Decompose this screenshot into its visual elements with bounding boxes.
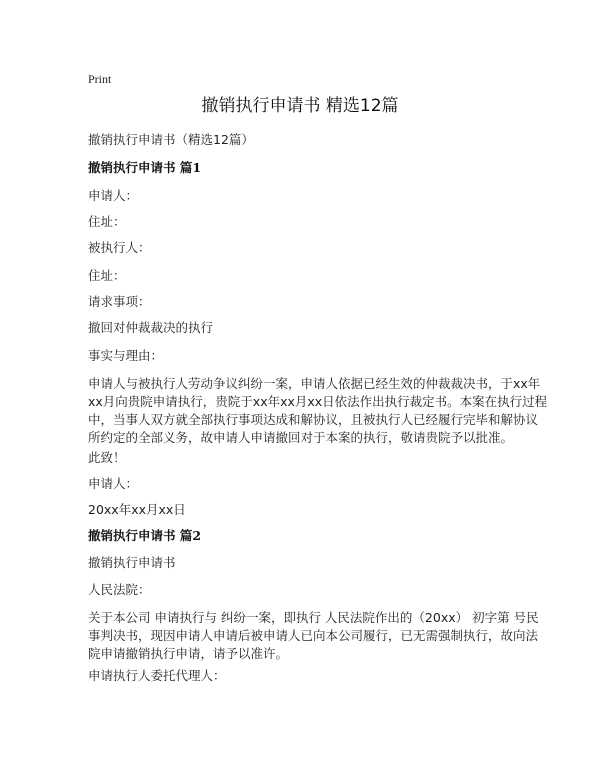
paragraph-line: 申请人与被执行人劳动争议纠纷一案，申请人依据已经生效的仲裁裁决书，于xx年 <box>88 376 541 391</box>
document-subtitle: 撤销执行申请书（精选12篇） <box>88 132 254 147</box>
address-label: 住址： <box>88 214 126 229</box>
respondent-label: 被执行人： <box>88 240 151 255</box>
section-heading-2: 撤销执行申请书 篇2 <box>88 528 202 543</box>
paragraph-line: 院申请撤销执行申请，请予以准许。 <box>88 646 289 661</box>
signature-label: 申请人： <box>88 476 139 491</box>
paragraph-line: 所约定的全部义务，故申请人申请撤回对于本案的执行，敬请贵院予以批准。 <box>88 430 514 445</box>
court-label: 人民法院： <box>88 582 151 597</box>
date-text: 20xx年xx月xx日 <box>88 502 186 517</box>
print-link[interactable]: Print <box>88 72 112 86</box>
request-text: 撤回对仲裁裁决的执行 <box>88 320 214 335</box>
paragraph-line: xx月向贵院申请执行，贵院于xx年xx月xx日依法作出执行裁定书。本案在执行过程 <box>88 394 548 409</box>
applicant-label: 申请人： <box>88 188 139 203</box>
section-heading-1: 撤销执行申请书 篇1 <box>88 160 202 175</box>
body-paragraph <box>88 609 539 663</box>
page-title: 撤销执行申请书 精选12篇 <box>201 96 399 116</box>
doc-title: 撤销执行申请书 <box>88 555 176 570</box>
request-label: 请求事项： <box>88 294 151 309</box>
paragraph-line: 中，当事人双方就全部执行事项达成和解协议，且被执行人已经履行完毕和解协议 <box>88 412 539 427</box>
facts-label: 事实与理由： <box>88 348 164 363</box>
address-label: 住址： <box>88 268 126 283</box>
facts-paragraph <box>88 375 547 447</box>
paragraph-line: 事判决书，现因申请人申请后被申请人已向本公司履行，已无需强制执行，故向法 <box>88 628 539 643</box>
closing-text: 此致！ <box>88 450 126 465</box>
paragraph-line: 关于本公司 申请执行与 纠纷一案，即执行 人民法院作出的（20xx） 初字第 号民 <box>88 610 539 625</box>
agent-label: 申请执行人委托代理人： <box>88 668 226 683</box>
